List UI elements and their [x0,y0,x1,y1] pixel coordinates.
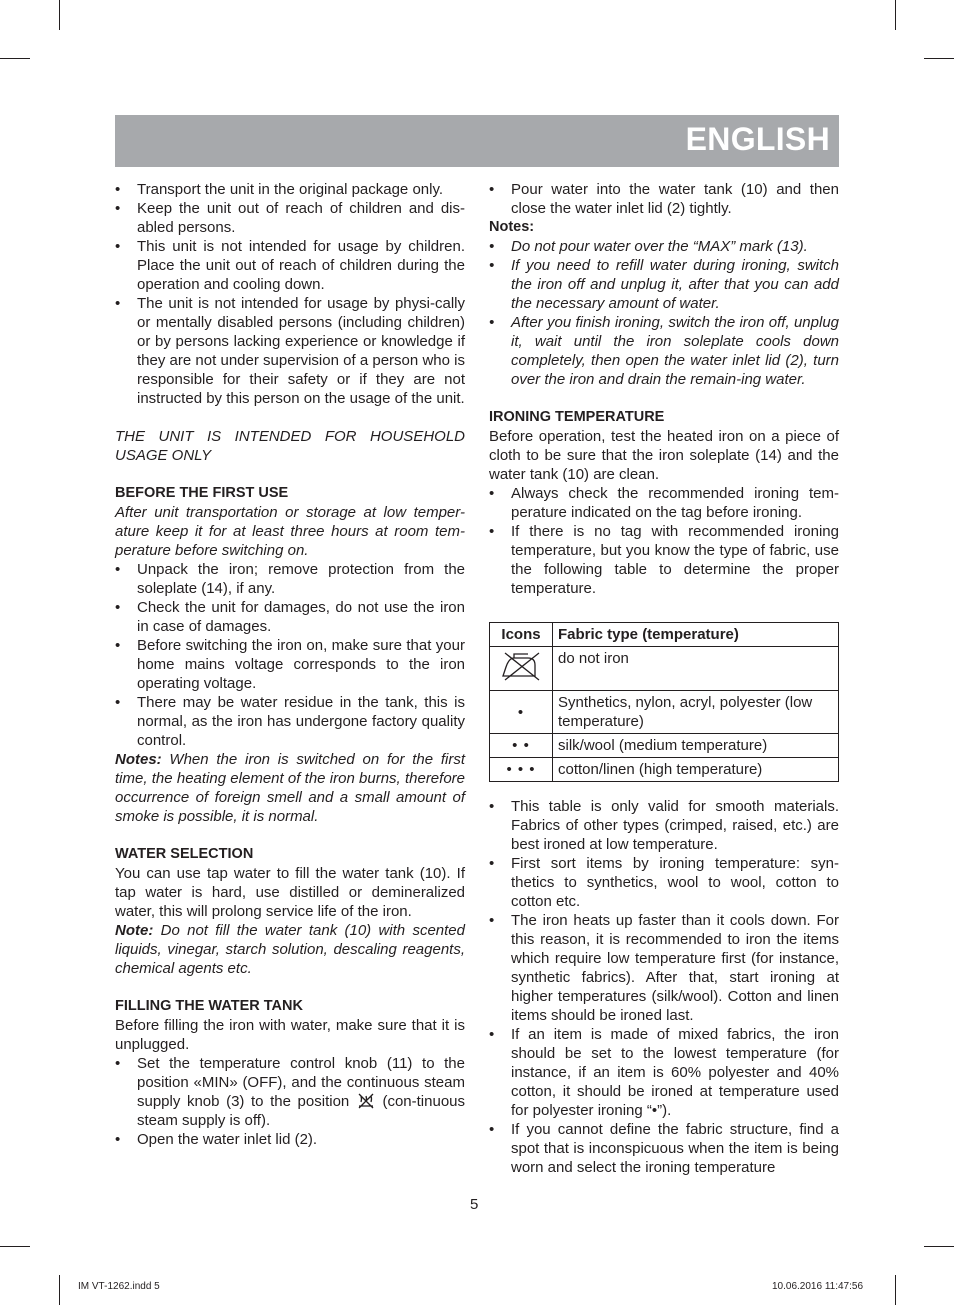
list-item: • Do not pour water over the “MAX” mark (13). [489,237,839,256]
notes-text: When the iron is switched on for the first time, the heating element of the iron burns, therefore occurrence of foreign smell and a small amount of smoke is possible, it is normal. [115,751,465,825]
safety-list [115,180,465,408]
table-cell-fabric: silk/wool (medium temperature) [553,734,839,758]
left-column [115,180,465,1149]
list-item-text: Set the temperature control knob (11) to the position «MIN» (OFF), and the continuous steam supply knob (3) to the position [137,1055,465,1110]
list-item: • First sort items by ironing temperature: syn-thetics to synthetics, wool to wool, cotton to cotton etc. [489,854,839,911]
list-item: • Open the water inlet lid (2). [115,1130,465,1149]
list-item: • Always check the recommended ironing tem-perature indicated on the tag before ironing. [489,484,839,522]
list-item: • If there is no tag with recommended ironing temperature, but you know the type of fabric, use the following table to determine the proper temperature. [489,522,839,598]
crop-mark [895,1275,896,1305]
right-column [489,180,839,1177]
list-item: • If you cannot define the fabric structure, find a spot that is inconspicuous when the item is being worn and select the ironing temperature [489,1120,839,1177]
crop-mark [895,0,896,30]
pour-list [489,180,839,218]
table-cell-icon: • • [490,734,553,758]
section-intro: Before operation, test the heated iron on a piece of cloth to be sure that the iron soleplate (14) and the water tank (10) are clean. [489,428,839,483]
section-intro: After unit transportation or storage at low temper-ature keep it for at least three hours at room tem-perature before switching on. [115,504,465,559]
page-number: 5 [470,1196,479,1213]
list-item: • If an item is made of mixed fabrics, the iron should be set to the lowest temperature (for instance, if an item is 60% polyester and 40% cotton, it should be ironed at temperature used for polyester ironing “•”). [489,1025,839,1120]
filling-list [115,1054,465,1149]
notes-heading: Notes: [489,219,535,235]
section-intro: Before filling the iron with water, make sure that it is unplugged. [115,1017,465,1053]
list-item: • There may be water residue in the tank, this is normal, as the iron has undergone factory quality control. [115,693,465,750]
language-header [115,115,839,167]
crop-mark [59,0,60,30]
list-item: • The iron heats up faster than it cools down. For this reason, it is recommended to iron the items which require low temperature first (for instance, synthetic fabrics). After that, start ironing at higher temperatures (silk/wool). Cotton and linen items should be ironed last. [489,911,839,1025]
section-heading: FILLING THE WATER TANK [115,998,303,1014]
crop-mark [0,58,30,59]
list-item: • Unpack the iron; remove protection from the soleplate (14), if any. [115,560,465,598]
fabric-temperature-table [489,622,839,782]
table-cell-icon: • • • [490,758,553,782]
footer-date: 10.06.2016 11:47:56 [772,1281,864,1292]
table-cell-icon [490,647,553,691]
table-header-row [490,623,839,647]
list-item: • Before switching the iron on, make sure that your home mains voltage corresponds to the iron operating voltage. [115,636,465,693]
table-cell-fabric: cotton/linen (high temperature) [553,758,839,782]
first-use-list [115,560,465,750]
table-row [490,734,839,758]
notes-label: Notes: [115,751,162,768]
list-item: • The unit is not intended for usage by physi-cally or mentally disabled persons (including children) or by persons lacking experience or knowledge if they are not under supervision of a person who is responsible for their safety or if they are not instructed by this person on the usage of the unit. [115,294,465,408]
list-item: • Check the unit for damages, do not use the iron in case of damages. [115,598,465,636]
table-cell-fabric: do not iron [553,647,839,691]
table-cell-fabric: Synthetics, nylon, acryl, polyester (low temperature) [553,691,839,734]
table-row [490,647,839,691]
column-header-fabric: Fabric type (temperature) [553,623,839,647]
table-row [490,758,839,782]
header-title: ENGLISH [685,121,830,157]
table-cell-icon: • [490,691,553,734]
water-note [115,921,465,978]
notes-list [489,237,839,389]
table-row [490,691,839,734]
crop-mark [0,1246,30,1247]
do-not-iron-icon [499,649,543,683]
crop-mark [924,58,954,59]
list-item-text: (con-tinuous steam supply is off). [137,1093,465,1129]
list-item: • Pour water into the water tank (10) and then close the water inlet lid (2) tightly. [489,180,839,218]
footer-file: IM VT-1262.indd 5 [78,1281,160,1292]
section-heading: IRONING TEMPERATURE [489,409,665,425]
ironing-list [489,484,839,598]
first-use-notes [115,750,465,826]
note-text: Do not fill the water tank (10) with scented liquids, vinegar, starch solution, descaling reagents, chemical agents etc. [115,922,465,977]
section-heading: WATER SELECTION [115,846,254,862]
list-item: • If you need to refill water during ironing, switch the iron off and unplug it, after that you can add the necessary amount of water. [489,256,839,313]
fabric-advice-list [489,797,839,1177]
note-label: Note: [115,922,154,939]
list-item: • Transport the unit in the original package only. [115,180,465,199]
household-notice: THE UNIT IS INTENDED FOR HOUSEHOLD USAGE ONLY [115,428,465,464]
section-heading: BEFORE THE FIRST USE [115,485,289,501]
list-item [115,1054,465,1130]
list-item: • This table is only valid for smooth materials. Fabrics of other types (crimped, raised, etc.) are best ironed at low temperature. [489,797,839,854]
section-text: You can use tap water to fill the water tank (10). If tap water is hard, use distilled or demineralized water, this will prolong service life of the iron. [115,865,465,920]
steam-off-icon [357,1092,375,1109]
crop-mark [924,1246,954,1247]
column-header-icons: Icons [490,623,553,647]
list-item: • This unit is not intended for usage by children. Place the unit out of reach of children during the operation and cooling down. [115,237,465,294]
list-item: • Keep the unit out of reach of children and dis-abled persons. [115,199,465,237]
list-item: • After you finish ironing, switch the iron off, unplug it, wait until the iron soleplate cools down completely, then open the water inlet lid (2), turn over the iron and drain the remain-ing water. [489,313,839,389]
crop-mark [59,1275,60,1305]
